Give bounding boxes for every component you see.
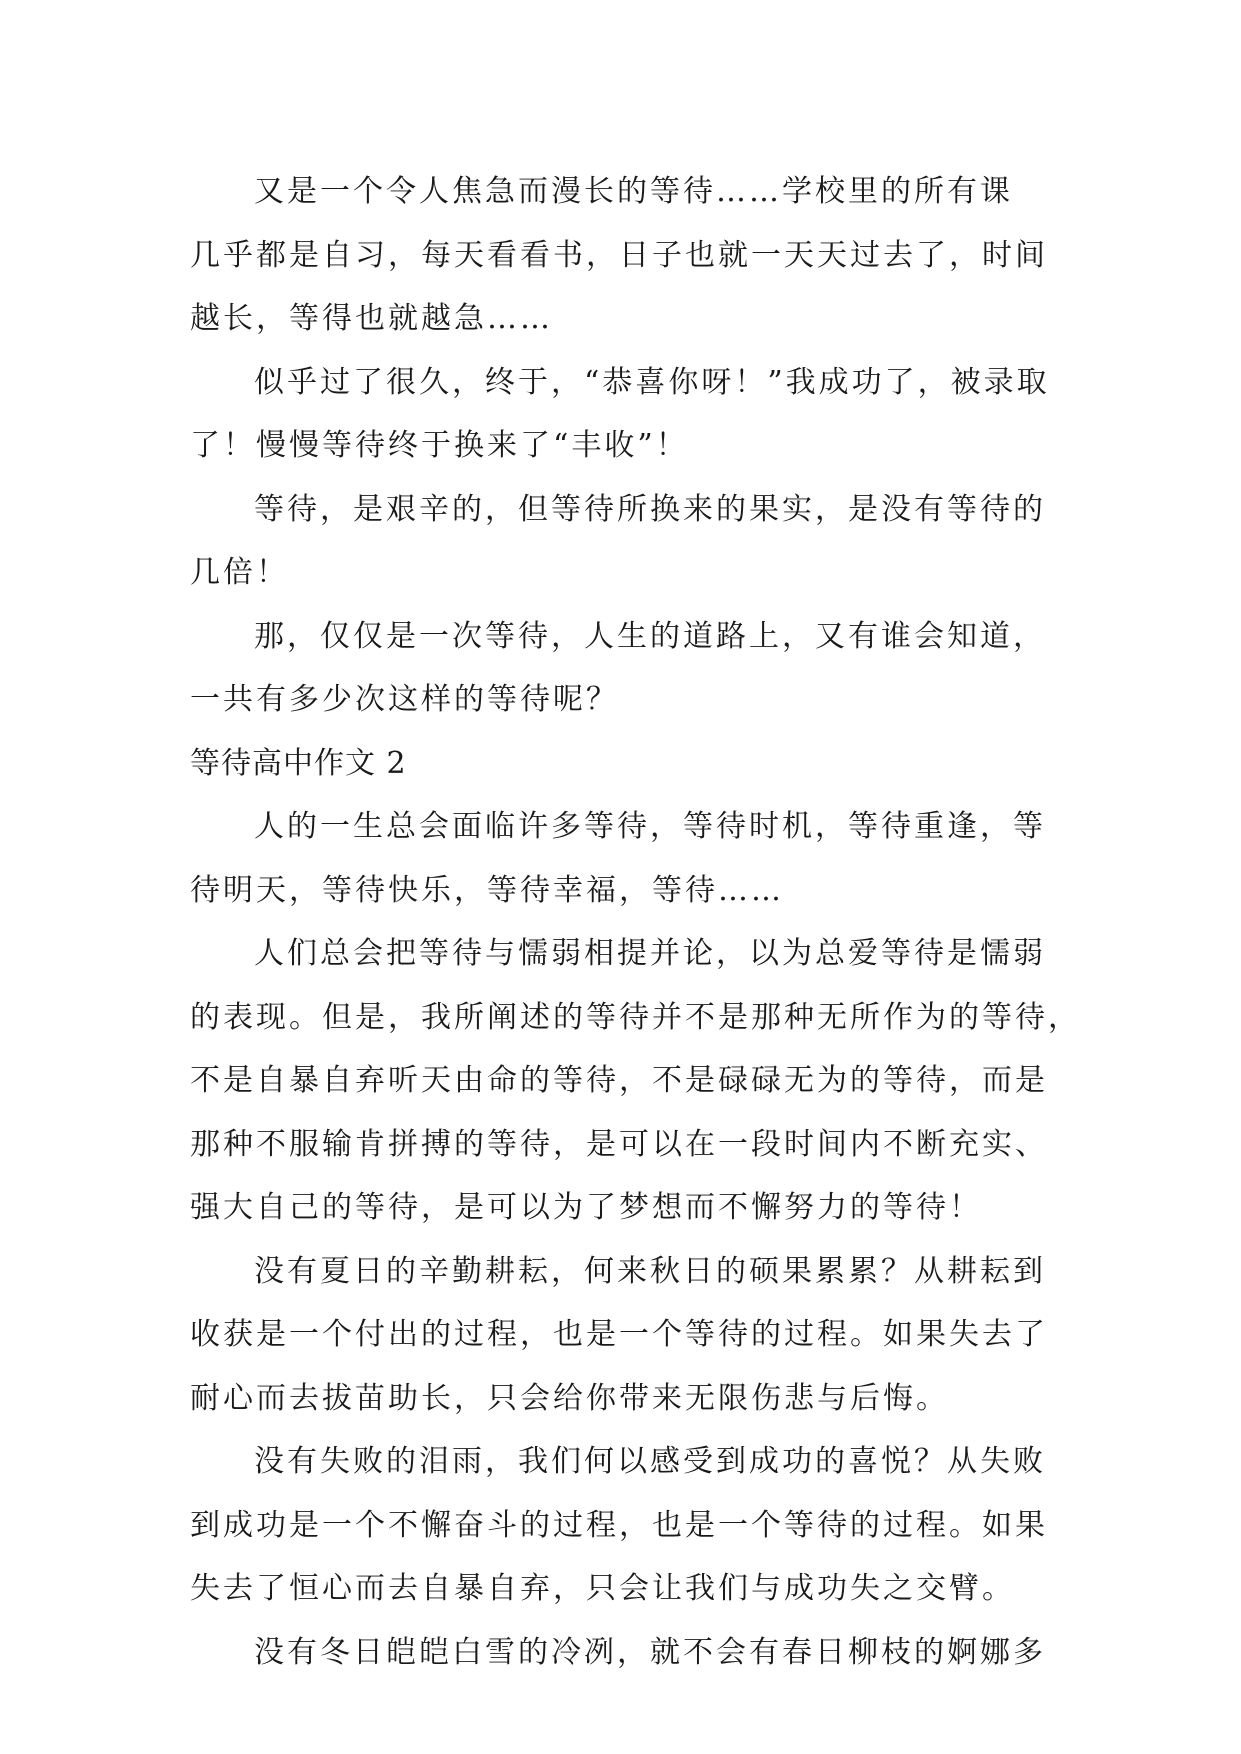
text-line: 失去了恒心而去自暴自弃，只会让我们与成功失之交臂。 — [190, 1571, 1015, 1606]
text-line: 没有夏日的辛勤耕耘，何来秋日的硕果累累？从耕耘到 — [254, 1253, 1046, 1289]
text-line: 没有冬日皑皑白雪的冷冽，就不会有春日柳枝的婀娜多 — [254, 1634, 1046, 1670]
text-line: 收获是一个付出的过程，也是一个等待的过程。如果失去了 — [190, 1317, 1048, 1352]
document-page — [190, 160, 1081, 1684]
text-line: 没有失败的泪雨，我们何以感受到成功的喜悦？从失败 — [254, 1444, 1046, 1479]
text-line: 几倍！ — [190, 555, 289, 590]
text-line: 待明天，等待快乐，等待幸福，等待…… — [190, 872, 784, 908]
text-line: 又是一个令人焦急而漫长的等待……学校里的所有课 — [254, 174, 1013, 209]
text-line: 等待，是艰辛的，但等待所换来的果实，是没有等待的 — [254, 491, 1046, 527]
text-line: 耐心而去拔苗助长，只会给你带来无限伤悲与后悔。 — [190, 1380, 949, 1416]
text-line: 几乎都是自习，每天看看书，日子也就一天天过去了，时间 — [190, 237, 1048, 273]
text-line: 那种不服输肯拼搏的等待，是可以在一段时间内不断充实、 — [190, 1126, 1048, 1162]
text-line: 似乎过了很久，终于，“恭喜你呀！”我成功了，被录取 — [254, 364, 1050, 400]
text-line: 人的一生总会面临许多等待，等待时机，等待重逢，等 — [254, 809, 1046, 844]
section-heading: 等待高中作文 2 — [190, 745, 407, 781]
text-line: 越长，等得也就越急…… — [190, 301, 553, 336]
text-line: 了！慢慢等待终于换来了“丰收”！ — [190, 428, 689, 463]
text-line: 强大自己的等待，是可以为了梦想而不懈努力的等待！ — [190, 1190, 982, 1225]
text-line: 不是自暴自弃听天由命的等待，不是碌碌无为的等待，而是 — [190, 1063, 1048, 1098]
text-line: 那，仅仅是一次等待，人生的道路上，又有谁会知道， — [254, 618, 1046, 654]
text-line: 人们总会把等待与懦弱相提并论，以为总爱等待是懦弱 — [254, 936, 1046, 971]
text-line: 的表现。但是，我所阐述的等待并不是那种无所作为的等待， — [190, 999, 1081, 1035]
text-line: 到成功是一个不懈奋斗的过程，也是一个等待的过程。如果 — [190, 1507, 1048, 1543]
text-line: 一共有多少次这样的等待呢？ — [190, 682, 619, 717]
